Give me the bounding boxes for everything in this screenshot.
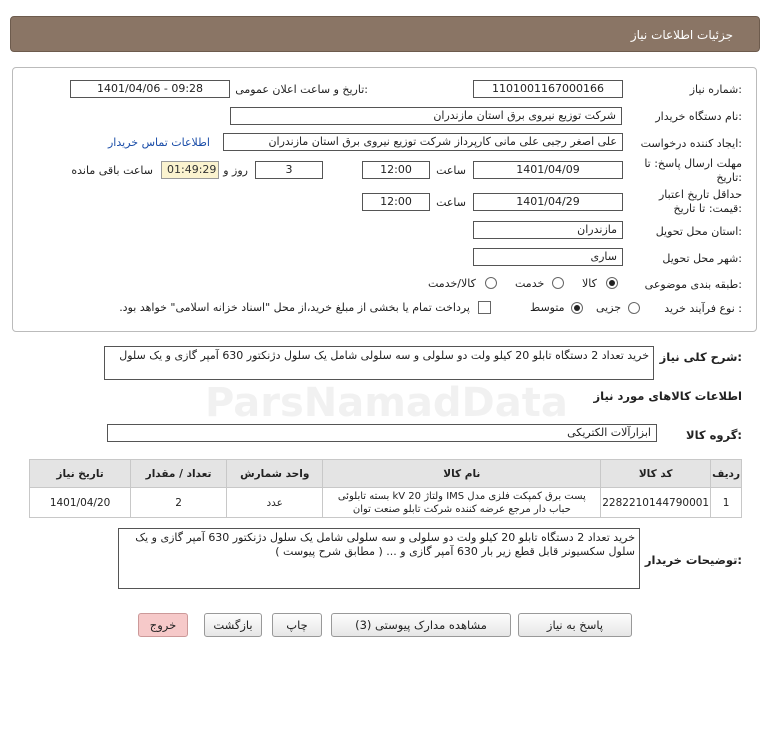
treasury-note: پرداخت تمام یا بخشی از مبلغ خرید،از محل "اسناد خزانه اسلامی" خواهد بود.	[119, 301, 470, 314]
process-minor-radio[interactable]	[628, 302, 640, 314]
buyer-org-label: نام دستگاه خریدار:	[655, 110, 742, 123]
remaining-time-display: 01:49:29	[161, 161, 219, 179]
col-row-header: ردیف	[711, 460, 742, 488]
price-validity-label: حداقل تاریخ اعتبار	[658, 188, 742, 201]
col-name-header: نام کالا	[323, 460, 601, 488]
category-goods-radio[interactable]	[606, 277, 618, 289]
process-type-label: نوع فرآیند خرید :	[664, 302, 742, 315]
treasury-checkbox[interactable]	[478, 301, 491, 314]
exit-button[interactable]: خروج	[138, 613, 188, 637]
province-label: استان محل تحویل:	[655, 225, 742, 238]
city-label: شهر محل تحویل:	[662, 252, 742, 265]
cell-name-line1: پست برق کمپکت فلزی مدل IMS ولتاژ kV 20 بسته تابلوئی	[337, 490, 586, 502]
category-label: طبقه بندی موضوعی:	[644, 278, 742, 291]
page-header	[10, 16, 760, 52]
goods-table	[29, 459, 742, 518]
city-field: ساری	[473, 248, 623, 266]
reply-button[interactable]: پاسخ به نیاز	[518, 613, 632, 637]
process-medium-label[interactable]: متوسط	[530, 301, 565, 314]
cell-unit: عدد	[227, 488, 323, 518]
buyer-notes-label: توضیحات خریدار:	[644, 553, 742, 567]
reply-deadline-label: مهلت ارسال پاسخ: تا	[644, 157, 742, 170]
cell-code: 2282210144790001	[601, 488, 711, 518]
goods-info-heading: اطلاعات کالاهای مورد نیاز	[593, 389, 742, 403]
cell-qty: 2	[131, 488, 227, 518]
category-goods-service-radio[interactable]	[485, 277, 497, 289]
validity-time-field: 12:00	[362, 193, 430, 211]
buyer-contact-link[interactable]: اطلاعات تماس خریدار	[108, 136, 210, 149]
requester-field: علی اصغر رجبی علی مانی کارپرداز شرکت توزیع نیروی برق استان مازندران	[223, 133, 623, 151]
table-row	[30, 488, 742, 518]
process-minor-label[interactable]: جزیی	[596, 301, 622, 314]
requester-label: ایجاد کننده درخواست:	[640, 137, 742, 150]
page-title: جزئیات اطلاعات نیاز	[630, 28, 733, 42]
cell-date: 1401/04/20	[30, 488, 131, 518]
province-field: مازندران	[473, 221, 623, 239]
cell-name-line2: حباب دار مرجع عرضه کننده شرکت تابلو صنعت توان	[352, 503, 571, 515]
goods-group-field: ابزارآلات الکتریکی	[107, 424, 657, 442]
table-header-row	[30, 460, 742, 488]
category-goods-service-label[interactable]: کالا/خدمت	[428, 277, 476, 290]
print-button[interactable]: چاپ	[272, 613, 322, 637]
announce-datetime-field: 1401/04/06 - 09:28	[70, 80, 230, 98]
category-goods-label[interactable]: کالا	[582, 277, 597, 290]
need-number-label: شماره نیاز:	[689, 83, 742, 96]
validity-time-label: ساعت	[436, 196, 466, 209]
general-description-box: خرید تعداد 2 دستگاه تابلو 20 کیلو ولت دو سلولی و سه سلولی شامل یک سلول دژنکتور 630 آمپر گازی و یک سلول	[104, 346, 654, 380]
buyer-org-field: شرکت توزیع نیروی برق استان مازندران	[230, 107, 622, 125]
remaining-time-label: ساعت باقی مانده	[71, 164, 153, 177]
buyer-notes-box: خرید تعداد 2 دستگاه تابلو 20 کیلو ولت دو سلولی و سه سلولی شامل یک سلول دژنکتور 630 آمپر گازی و یک سلول سکسیونر قابل قطع زیر بار 630 آمپر گازی و ... ( مطابق شرح پیوست )	[118, 528, 640, 589]
category-service-radio[interactable]	[552, 277, 564, 289]
announce-datetime-label: تاریخ و ساعت اعلان عمومی:	[235, 83, 368, 96]
days-field: 3	[255, 161, 323, 179]
col-unit-header: واحد شمارش	[227, 460, 323, 488]
watermark: ParsNamadData	[205, 380, 568, 426]
view-attachments-button[interactable]: مشاهده مدارک پیوستی (3)	[331, 613, 511, 637]
goods-group-label: گروه کالا:	[686, 428, 742, 442]
reply-time-label: ساعت	[436, 164, 466, 177]
reply-date-field: 1401/04/09	[473, 161, 623, 179]
need-number-field: 1101001167000166	[473, 80, 623, 98]
price-validity-label-2: قیمت: تا تاریخ:	[673, 202, 742, 215]
cell-row: 1	[711, 488, 742, 518]
reply-deadline-label-2: تاریخ:	[716, 171, 742, 184]
day-and-label: روز و	[223, 164, 248, 177]
validity-date-field: 1401/04/29	[473, 193, 623, 211]
col-qty-header: تعداد / مقدار	[131, 460, 227, 488]
back-button[interactable]: بازگشت	[204, 613, 262, 637]
reply-time-field: 12:00	[362, 161, 430, 179]
col-code-header: کد کالا	[601, 460, 711, 488]
cell-name	[323, 488, 601, 518]
process-medium-radio[interactable]	[571, 302, 583, 314]
category-service-label[interactable]: خدمت	[515, 277, 545, 290]
general-description-label: شرح کلی نیاز:	[659, 350, 742, 364]
col-date-header: تاریخ نیاز	[30, 460, 131, 488]
